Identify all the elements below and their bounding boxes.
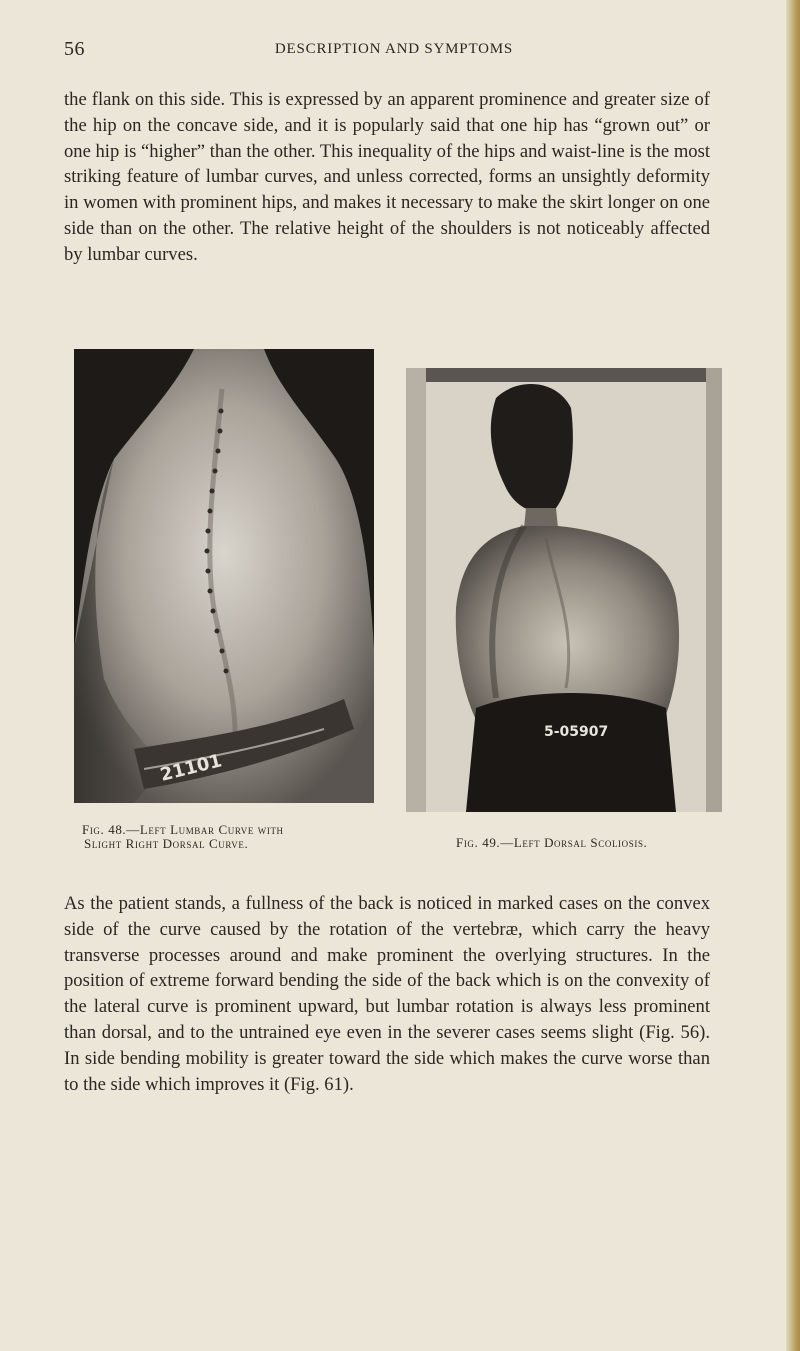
figure-49-caption-line1: Fig. 49.—Left Dorsal Scoliosis. [456,835,648,850]
back-photo-lumbar-curve [74,349,374,803]
page-edge [786,0,800,1351]
page-number: 56 [64,38,85,60]
running-head: DESCRIPTION AND SYMPTOMS [274,41,514,57]
figure-49-caption [456,836,736,850]
figure-48-caption-line1: Fig. 48.—Left Lumbar Curve with [82,822,284,837]
paragraph-2: As the patient stands, a fullness of the back is noticed in marked cases on the convex side of the curve caused by the rotation of the vertebræ, which carry the heavy transverse processes around and make prominent the overlying structures. In the position of extreme forward bending the side of the back which is on the convexity of the lateral curve is prominent upward, but lumbar rotation is always less prominent than dorsal, and to the untrained eye even in the severer cases seems slight (Fig. 56). In side bending mobility is greater toward the side which makes the curve worse than to the side which improves it (Fig. 61). [64,893,710,1095]
photo-label-49: 5-05907 [544,724,609,740]
figure-49-photo [406,368,722,812]
figure-48-caption-line2: Slight Right Dorsal Curve. [84,836,249,851]
photo-label-48: 21101 [158,750,224,786]
paragraph-1: the flank on this side. This is expressed by an apparent prominence and greater size of the hip on the concave side, and it is popularly said that one hip has “grown out” or one hip is “higher” than the other. This inequality of the hips and waist-line is the most striking feature of lumbar curves, and unless corrected, forms an unsightly deformity in women with prominent hips, and makes it necessary to make the skirt longer on one side than on the other. The relative height of the shoulders is not noticeably affected by lumbar curves. [64,89,710,265]
figure-48-caption [82,823,372,851]
figure-48-photo [74,349,374,803]
back-photo-dorsal-scoliosis [406,368,722,812]
